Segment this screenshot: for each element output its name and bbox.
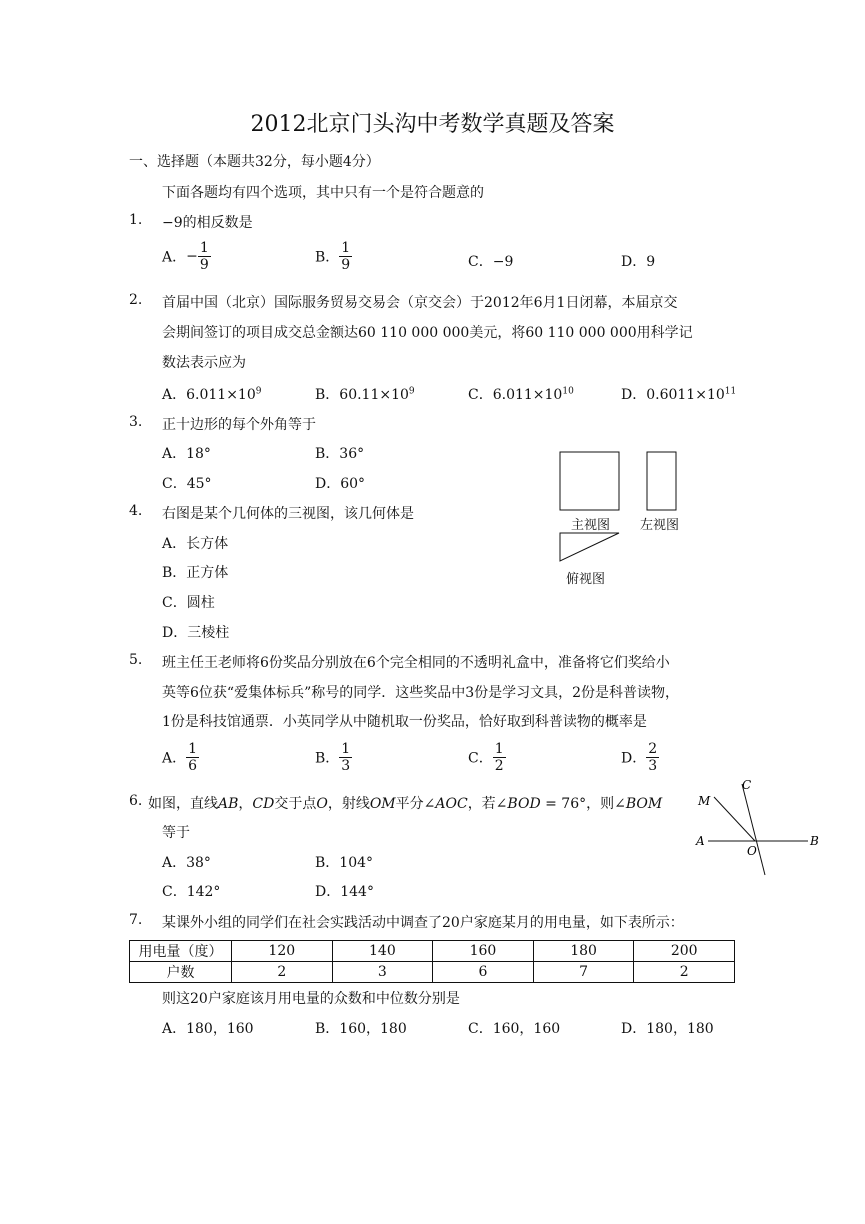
- q5-b-denominator: 3: [341, 758, 351, 775]
- q1-option-a: [162, 240, 211, 273]
- page-title: 2012北京门头沟中考数学真题及答案: [250, 112, 615, 137]
- q5-option-c: [468, 741, 506, 774]
- q6-stem: [148, 793, 662, 813]
- q5-c-denominator: 2: [494, 758, 504, 775]
- table-header-cell: 200: [634, 941, 735, 962]
- q2-b-exponent: 9: [408, 386, 415, 397]
- q5-d-fraction: [646, 741, 659, 774]
- q6-o: O: [316, 796, 328, 812]
- q2-line-2: 会期间签订的项目成交总金额达60 110 000 000美元，将60 110 000 000用科学记: [162, 325, 693, 341]
- q2-c-text: C．6.011×10: [468, 387, 563, 403]
- q6-s4: ，射线: [327, 796, 370, 812]
- q6-option-b: B．104°: [315, 855, 374, 871]
- q6-aoc: AOC: [435, 796, 468, 812]
- q2-a-text: A．6.011×10: [162, 387, 256, 403]
- q6-om: OM: [369, 796, 396, 812]
- q1-b-numerator: 1: [341, 240, 351, 256]
- q5-a-label: A．: [162, 750, 187, 767]
- section-heading: 一、选择题（本题共32分，每小题4分）: [129, 154, 380, 170]
- q2-line-1: 首届中国（北京）国际服务贸易交易会（京交会）于2012年6月1日闭幕，本届京交: [162, 295, 678, 311]
- q1-a-denominator: 9: [199, 257, 209, 274]
- q6-option-d: D．144°: [315, 884, 374, 900]
- q1-a-sign: −: [186, 248, 198, 265]
- q1-option-d: D．9: [621, 254, 656, 270]
- q5-option-d: [621, 741, 659, 774]
- q6-line-2: 等于: [162, 825, 190, 841]
- q6-s6: ，若∠: [467, 796, 508, 812]
- q1-option-b: [315, 240, 352, 273]
- q7-follow: 则这20户家庭该月用电量的众数和中位数分别是: [162, 991, 460, 1007]
- top-view-label: 俯视图: [566, 572, 606, 587]
- q3-stem: 正十边形的每个外角等于: [162, 417, 316, 433]
- left-view-rect: [647, 452, 676, 510]
- q7-option-d: D．180，180: [621, 1021, 714, 1037]
- q3-option-c: C．45°: [162, 476, 212, 492]
- q6-s5: 平分∠: [395, 796, 436, 812]
- section-instruction: 下面各题均有四个选项，其中只有一个是符合题意的: [162, 185, 484, 201]
- q6-s3: 交于点: [274, 796, 317, 812]
- q3-number: 3.: [129, 414, 143, 430]
- q6-ab: AB: [218, 796, 239, 812]
- q7-option-c: C．160，160: [468, 1021, 561, 1037]
- point-c-label: C: [742, 778, 752, 792]
- electricity-table: [129, 940, 735, 983]
- q6-s1: 如图，直线: [148, 796, 218, 812]
- q5-option-b: [315, 741, 352, 774]
- point-o-label: O: [747, 844, 757, 858]
- table-cell: 2: [634, 962, 735, 983]
- q6-s2: ，: [238, 796, 253, 812]
- q5-a-denominator: 6: [188, 758, 198, 775]
- q1-option-c: C．−9: [468, 254, 514, 270]
- q1-b-label: B．: [315, 249, 340, 266]
- front-view-label: 主视图: [571, 518, 611, 533]
- q2-c-exponent: 10: [562, 386, 574, 397]
- q5-b-fraction: [339, 741, 352, 774]
- table-cell: 6: [433, 962, 534, 983]
- q5-d-denominator: 3: [648, 758, 658, 775]
- top-view-triangle: [560, 533, 619, 561]
- q1-stem: −9的相反数是: [162, 215, 253, 231]
- table-header-cell: 用电量（度）: [130, 941, 232, 962]
- table-row: [130, 962, 735, 983]
- point-b-label: B: [810, 834, 819, 848]
- table-header-cell: 180: [533, 941, 634, 962]
- q4-number: 4.: [129, 503, 143, 519]
- q3-option-d: D．60°: [315, 476, 366, 492]
- q6-bom: BOM: [625, 796, 663, 812]
- q1-a-numerator: 1: [199, 240, 209, 256]
- q5-number: 5.: [129, 652, 143, 668]
- table-cell: 2: [232, 962, 333, 983]
- q5-c-fraction: [493, 741, 506, 774]
- q6-bod: BOD: [507, 796, 541, 812]
- table-header-cell: 160: [433, 941, 534, 962]
- q5-line-3: 1份是科技馆通票．小英同学从中随机取一份奖品，恰好取到科普读物的概率是: [162, 714, 647, 730]
- q2-a-exponent: 9: [255, 386, 262, 397]
- table-cell: 3: [332, 962, 433, 983]
- q5-a-numerator: 1: [188, 741, 198, 757]
- front-view-square: [560, 452, 619, 510]
- q7-option-a: A．180，160: [162, 1021, 254, 1037]
- q7-option-b: B．160，180: [315, 1021, 407, 1037]
- q4-option-d: D．三棱柱: [162, 625, 230, 641]
- table-cell: 7: [533, 962, 634, 983]
- ray-om: [714, 797, 755, 841]
- left-view-label: 左视图: [640, 518, 680, 533]
- table-cell: 户数: [130, 962, 232, 983]
- line-cd: [742, 784, 765, 875]
- q7-number: 7.: [129, 912, 143, 928]
- q4-option-c: C．圆柱: [162, 595, 215, 611]
- point-a-label: A: [696, 834, 705, 848]
- q4-option-b: B．正方体: [162, 565, 229, 581]
- q2-option-c: [468, 384, 574, 404]
- q5-line-2: 英等6位获“爱集体标兵”称号的同学．这些奖品中3份是学习文具，2份是科普读物，: [162, 685, 680, 701]
- q2-option-a: [162, 384, 261, 404]
- table-header-cell: 140: [332, 941, 433, 962]
- q4-option-a: A．长方体: [162, 536, 229, 552]
- q5-b-label: B．: [315, 750, 340, 767]
- point-m-label: M: [698, 794, 711, 808]
- q1-a-fraction: [198, 240, 211, 273]
- q1-b-denominator: 9: [341, 257, 351, 274]
- q5-a-fraction: [186, 741, 199, 774]
- q4-stem: 右图是某个几何体的三视图，该几何体是: [162, 506, 414, 522]
- q2-number: 2.: [129, 292, 143, 308]
- q6-option-a: A．38°: [162, 855, 211, 871]
- q3-option-a: A．18°: [162, 446, 211, 462]
- q2-d-text: D．0.6011×10: [621, 387, 725, 403]
- q5-line-1: 班主任王老师将6份奖品分别放在6个完全相同的不透明礼盒中，准备将它们奖给小: [162, 655, 670, 671]
- q6-s7: = 76°，则∠: [540, 796, 626, 812]
- q6-cd: CD: [252, 796, 275, 812]
- q5-option-a: [162, 741, 199, 774]
- q5-b-numerator: 1: [341, 741, 351, 757]
- table-row: [130, 941, 735, 962]
- q5-d-numerator: 2: [648, 741, 658, 757]
- table-header-cell: 120: [232, 941, 333, 962]
- angle-figure: [690, 775, 825, 880]
- q2-option-b: [315, 384, 415, 404]
- q5-c-numerator: 1: [494, 741, 504, 757]
- q7-stem: 某课外小组的同学们在社会实践活动中调查了20户家庭某月的用电量，如下表所示：: [162, 915, 684, 931]
- q5-c-label: C．: [468, 750, 493, 767]
- q6-number: 6.: [129, 793, 143, 809]
- q3-option-b: B．36°: [315, 446, 365, 462]
- q6-option-c: C．142°: [162, 884, 221, 900]
- q2-d-exponent: 11: [724, 386, 737, 397]
- q2-option-d: [621, 384, 736, 404]
- q5-d-label: D．: [621, 750, 647, 767]
- q1-number: 1.: [129, 212, 143, 228]
- q2-b-text: B．60.11×10: [315, 387, 409, 403]
- q1-a-label: A．: [162, 249, 187, 266]
- q2-line-3: 数法表示应为: [162, 355, 246, 371]
- q1-b-fraction: [339, 240, 352, 273]
